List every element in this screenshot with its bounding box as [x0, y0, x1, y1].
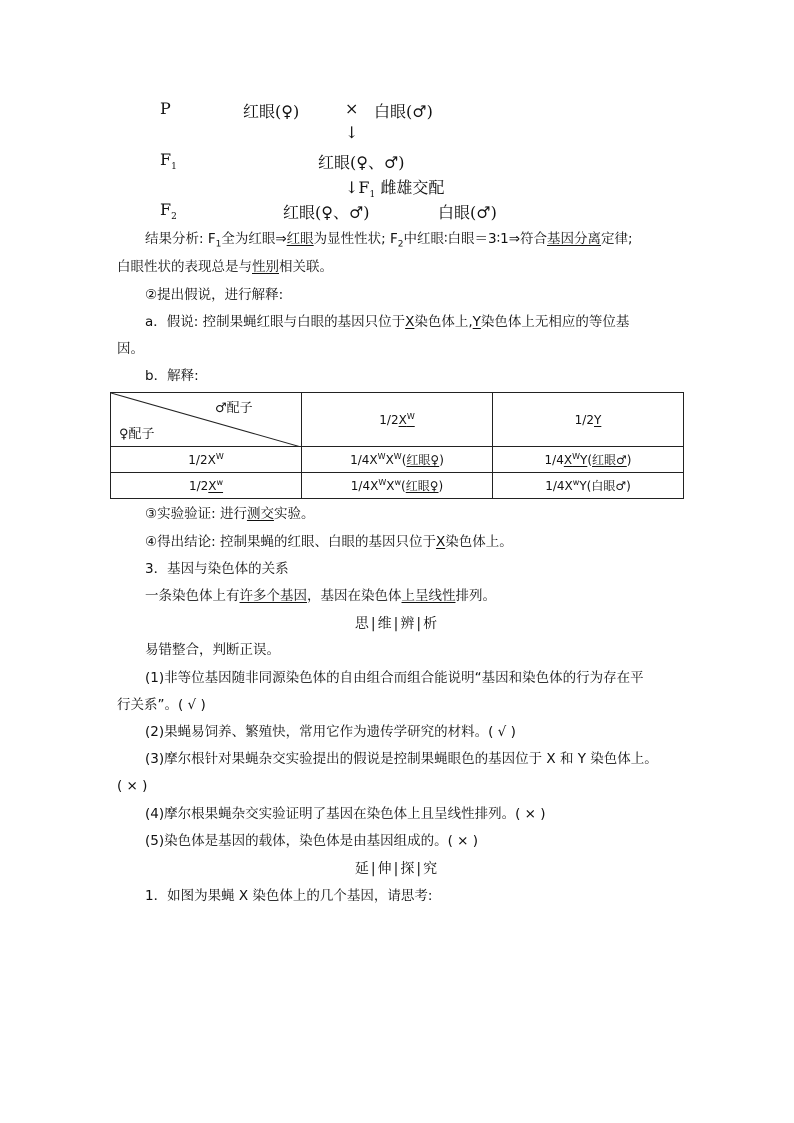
- section-heading-thinking: 思|维|辨|析: [354, 616, 440, 632]
- table-corner-cell: [111, 393, 302, 447]
- judgement-item-3a: (3)摩尔根针对果蝇杂交实验提出的假说是控制果蝇眼色的基因位于 X 和 Y 染色体上。: [145, 751, 658, 767]
- judgement-item-3b: ( × ): [117, 778, 148, 794]
- cross-times-symbol: ×: [345, 99, 359, 118]
- extension-question-1: 1．如图为果蝇 X 染色体上的几个基因，请思考:: [145, 888, 433, 904]
- hypothesis-title: ②提出假说，进行解释:: [145, 287, 284, 303]
- section-heading-extension: 延|伸|探|究: [354, 861, 440, 877]
- judgement-item-4: (4)摩尔根果蝇杂交实验证明了基因在染色体上且呈线性排列。( × ): [145, 806, 546, 822]
- analysis-line-1: 结果分析: $F_1$全为红眼⇒红眼为显性性状; $F_2$中红眼∶白眼＝3∶1⇒符合基因分离定律;: [145, 231, 633, 250]
- judgement-item-1a: (1)非等位基因随非同源染色体的自由组合而组合能说明“基因和染色体的行为存在平: [145, 670, 644, 686]
- arrow-down-icon: ↓F: [345, 178, 370, 197]
- cross-p-label: P: [160, 99, 171, 118]
- table-cell: $1/4X^wY$(白眼♂): [493, 473, 684, 499]
- male-gamete-label: ♂配子: [215, 401, 253, 416]
- cross-p-male: 白眼(♂): [374, 102, 433, 121]
- hypothesis-a-cont: 因。: [117, 341, 144, 357]
- cross-f1-label: $F_1$: [160, 150, 177, 173]
- cross-f2-red: 红眼(♀、♂): [283, 203, 370, 222]
- female-gamete-label: ♀配子: [119, 427, 155, 442]
- table-row-header-xw-lower: $1/2X^w$: [111, 473, 302, 499]
- cross-f1-mating: $↓F_1$ 雌雄交配: [345, 178, 445, 201]
- cross-f1-result: 红眼(♀、♂): [318, 153, 405, 172]
- analysis-line-2: 白眼性状的表现总是与性别相关联。: [117, 259, 333, 275]
- relation-line: 一条染色体上有许多个基因，基因在染色体上呈线性排列。: [145, 588, 496, 604]
- table-cell: $1/4X^WX^w$(红眼♀): [302, 473, 493, 499]
- hypothesis-b: b．解释:: [145, 368, 199, 384]
- table-row-header-xw: $1/2X^W$: [111, 447, 302, 473]
- table-cell: $1/4X^WY$(红眼♂): [493, 447, 684, 473]
- cross-f2-label: $F_2$: [160, 200, 177, 223]
- table-header-y: 1/2Y: [493, 393, 684, 447]
- conclusion-line: ④得出结论: 控制果蝇的红眼、白眼的基因只位于X染色体上。: [145, 534, 513, 550]
- gamete-table: [110, 392, 684, 499]
- cross-f2-white: 白眼(♂): [438, 203, 497, 222]
- cross-p-female: 红眼(♀): [243, 102, 300, 121]
- hypothesis-a: a．假说: 控制果蝇红眼与白眼的基因只位于X染色体上,Y染色体上无相应的等位基: [145, 314, 630, 330]
- judgement-item-5: (5)染色体是基因的载体，染色体是由基因组成的。( × ): [145, 833, 479, 849]
- judgement-item-2: (2)果蝇易饲养、繁殖快，常用它作为遗传学研究的材料。( √ ): [145, 724, 516, 740]
- table-cell: $1/4X^WX^W$(红眼♀): [302, 447, 493, 473]
- relation-title: 3．基因与染色体的关系: [145, 561, 289, 577]
- verify-line: ③实验验证: 进行测交实验。: [145, 506, 315, 522]
- judgement-item-1b: 行关系”。( √ ): [117, 697, 206, 713]
- arrow-down-icon: ↓: [345, 123, 359, 142]
- thinking-intro: 易错整合，判断正误。: [145, 642, 280, 658]
- table-header-xw: $1/2X^W$: [302, 393, 493, 447]
